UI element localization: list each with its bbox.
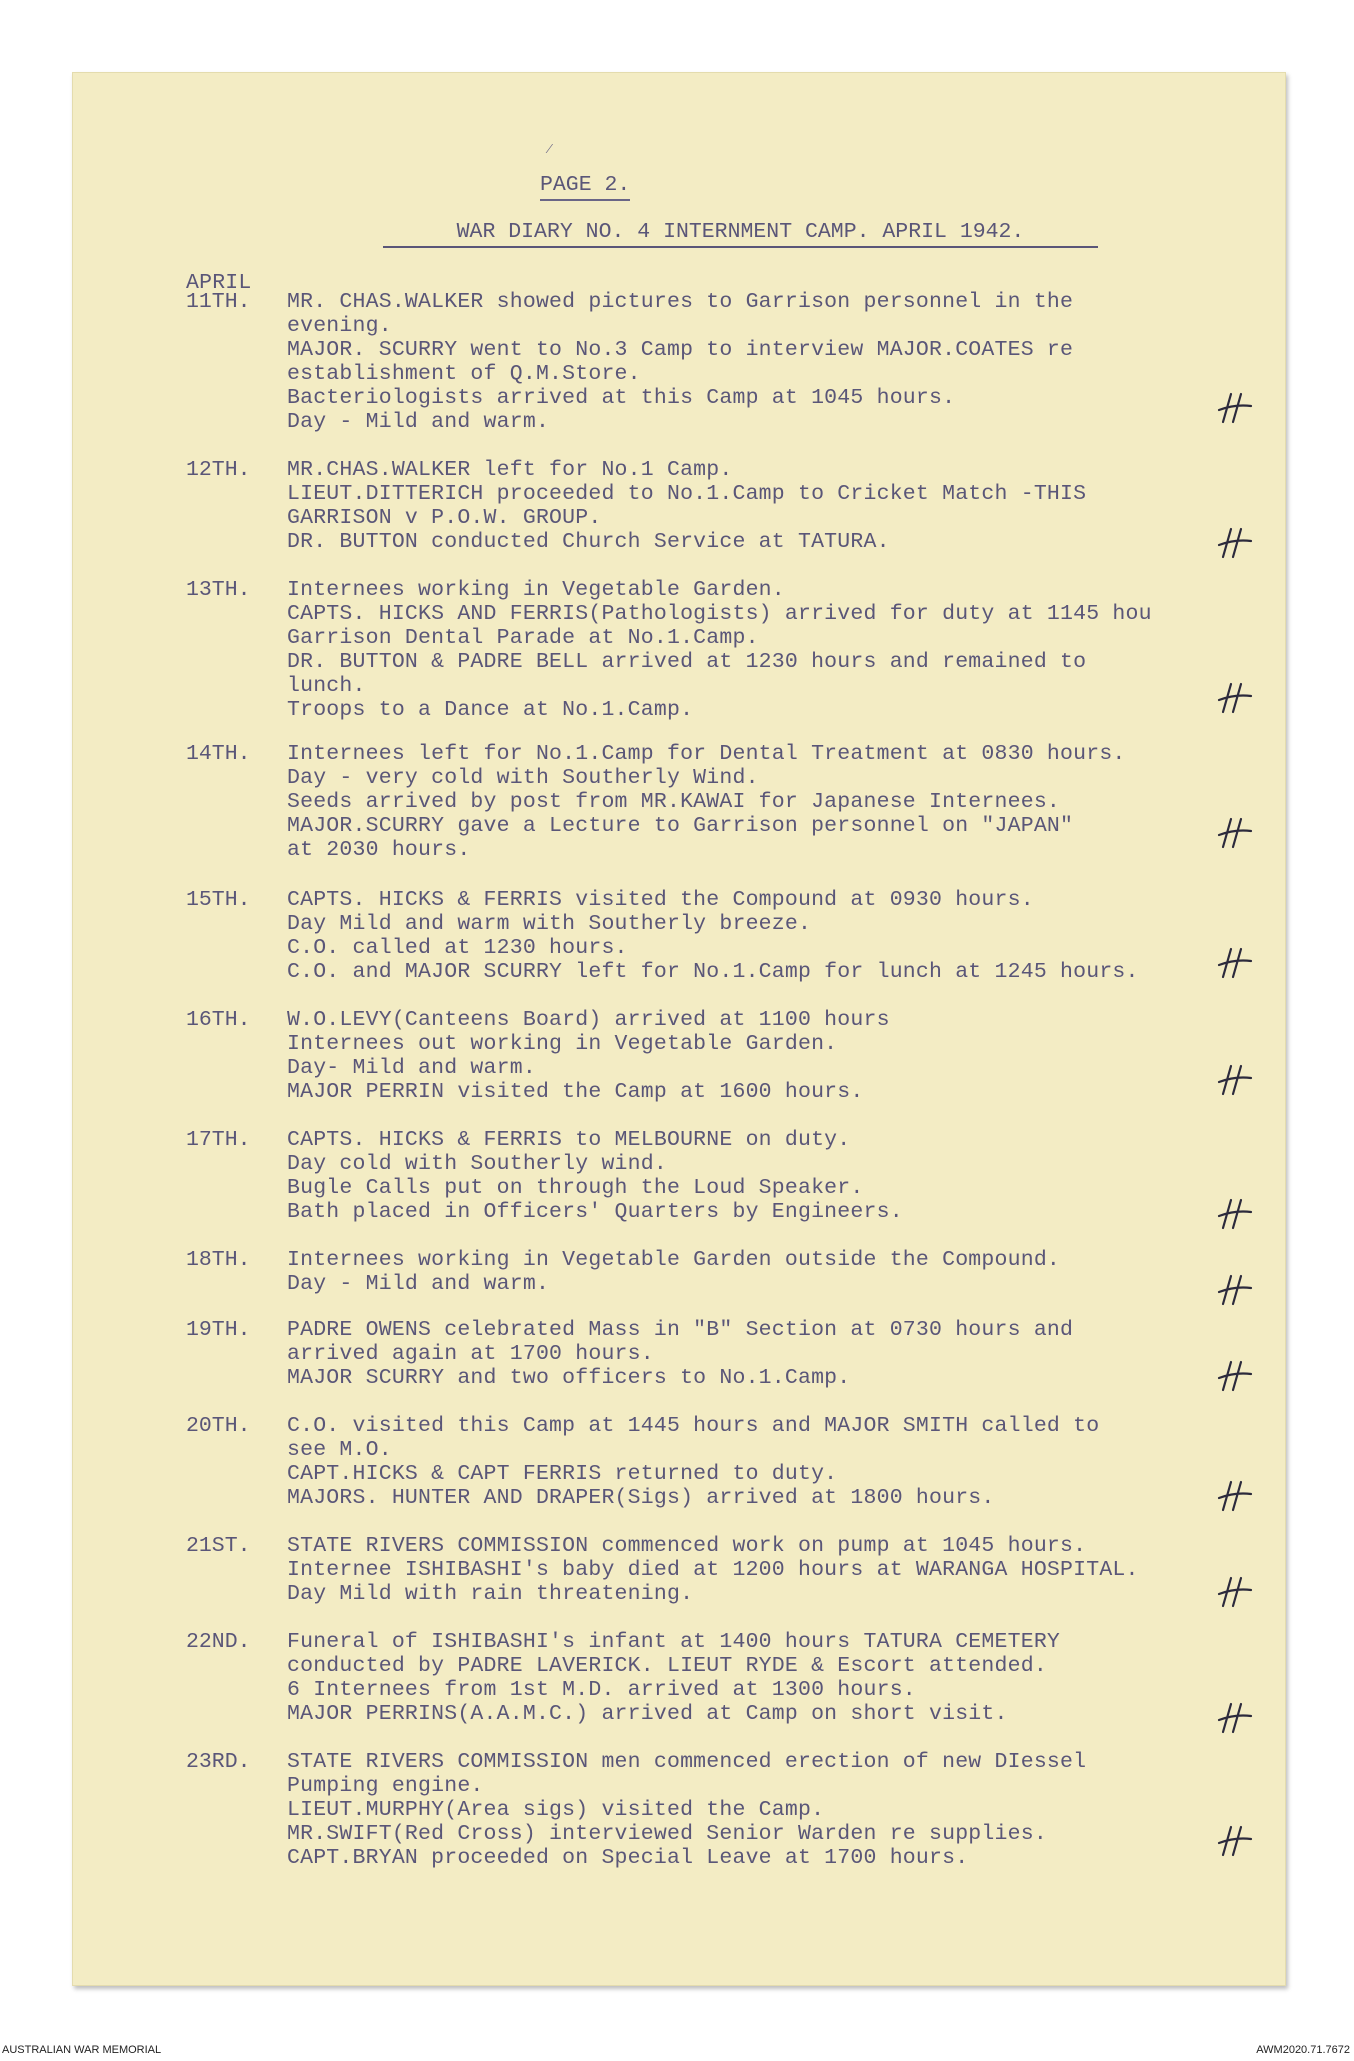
- initials-mark-icon: [1215, 1196, 1255, 1230]
- entry-line: Day - Mild and warm.: [287, 410, 550, 434]
- entry-line: MR. CHAS.WALKER showed pictures to Garrison personnel in the: [287, 290, 1074, 314]
- entry-line: DR. BUTTON & PADRE BELL arrived at 1230 hours and remained to: [287, 650, 1087, 674]
- entry-date: 20TH.: [186, 1414, 251, 1438]
- entry-line: STATE RIVERS COMMISSION commenced work on pump at 1045 hours.: [287, 1534, 1087, 1558]
- entry-text: [287, 1534, 1237, 1606]
- entry-line: MR.CHAS.WALKER left for No.1 Camp.: [287, 458, 733, 482]
- entry-text: [287, 1318, 1237, 1390]
- entry-line: STATE RIVERS COMMISSION men commenced erection of new DIessel: [287, 1750, 1087, 1774]
- entry-line: CAPT.HICKS & CAPT FERRIS returned to duty.: [287, 1462, 838, 1486]
- entry-date: 17TH.: [186, 1128, 251, 1152]
- entry-line: CAPTS. HICKS & FERRIS visited the Compound at 0930 hours.: [287, 888, 1034, 912]
- page-number: PAGE 2.: [540, 173, 630, 201]
- entry-line: see M.O.: [287, 1438, 392, 1462]
- entry-line: C.O. and MAJOR SCURRY left for No.1.Camp for lunch at 1245 hours.: [287, 960, 1139, 984]
- entry-text: [287, 1248, 1237, 1296]
- entry-line: MAJOR.SCURRY gave a Lecture to Garrison personnel on "JAPAN": [287, 814, 1074, 838]
- entry-text: [287, 1750, 1237, 1870]
- entry-line: 6 Internees from 1st M.D. arrived at 1300 hours.: [287, 1678, 916, 1702]
- entry-date: 11TH.: [186, 290, 251, 314]
- entry-text: [287, 290, 1237, 434]
- entry-line: Day- Mild and warm.: [287, 1056, 536, 1080]
- entry-text: [287, 1630, 1237, 1726]
- entry-line: LIEUT.MURPHY(Area sigs) visited the Camp.: [287, 1798, 825, 1822]
- initials-mark-icon: [1215, 1062, 1255, 1096]
- footer-accession: AWM2020.71.7672: [1256, 2044, 1350, 2056]
- entry-date: 16TH.: [186, 1008, 251, 1032]
- entry-line: Internees working in Vegetable Garden.: [287, 578, 785, 602]
- entry-line: MAJORS. HUNTER AND DRAPER(Sigs) arrived at 1800 hours.: [287, 1486, 995, 1510]
- entry-line: establishment of Q.M.Store.: [287, 362, 641, 386]
- entry-date: 15TH.: [186, 888, 251, 912]
- entry-date: 14TH.: [186, 742, 251, 766]
- entry-line: Day Mild and warm with Southerly breeze.: [287, 912, 812, 936]
- entry-line: Internees working in Vegetable Garden outside the Compound.: [287, 1248, 1061, 1272]
- entry-line: C.O. called at 1230 hours.: [287, 936, 628, 960]
- entry-line: LIEUT.DITTERICH proceeded to No.1.Camp to Cricket Match -THIS: [287, 482, 1087, 506]
- entry-line: Bugle Calls put on through the Loud Speaker.: [287, 1176, 864, 1200]
- entry-line: Day - Mild and warm.: [287, 1272, 550, 1296]
- entry-line: MAJOR SCURRY and two officers to No.1.Camp.: [287, 1366, 851, 1390]
- entry-line: W.O.LEVY(Canteens Board) arrived at 1100 hours: [287, 1008, 890, 1032]
- footer-institution: AUSTRALIAN WAR MEMORIAL: [2, 2044, 162, 2056]
- entry-line: DR. BUTTON conducted Church Service at TATURA.: [287, 530, 890, 554]
- month-label: APRIL: [186, 271, 252, 295]
- entry-date: 13TH.: [186, 578, 251, 602]
- diary-title: WAR DIARY NO. 4 INTERNMENT CAMP. APRIL 1942.: [383, 220, 1098, 248]
- entry-text: [287, 578, 1237, 722]
- entry-line: Internee ISHIBASHI's baby died at 1200 hours at WARANGA HOSPITAL.: [287, 1558, 1139, 1582]
- entry-text: [287, 458, 1237, 554]
- entry-date: 23RD.: [186, 1750, 251, 1774]
- entry-date: 22ND.: [186, 1630, 251, 1654]
- entry-text: [287, 888, 1237, 984]
- entry-line: MAJOR PERRINS(A.A.M.C.) arrived at Camp on short visit.: [287, 1702, 1008, 1726]
- entry-line: Day cold with Southerly wind.: [287, 1152, 667, 1176]
- entry-date: 19TH.: [186, 1318, 251, 1342]
- entry-line: lunch.: [287, 674, 366, 698]
- initials-mark-icon: [1215, 1574, 1255, 1608]
- initials-mark-icon: [1215, 1700, 1255, 1734]
- initials-mark-icon: [1215, 390, 1255, 424]
- entry-line: CAPTS. HICKS AND FERRIS(Pathologists) arrived for duty at 1145 hou: [287, 602, 1152, 626]
- entry-line: Bacteriologists arrived at this Camp at 1045 hours.: [287, 386, 956, 410]
- entry-line: MR.SWIFT(Red Cross) interviewed Senior Warden re supplies.: [287, 1822, 1047, 1846]
- entry-line: Bath placed in Officers' Quarters by Engineers.: [287, 1200, 903, 1224]
- entry-text: [287, 1414, 1237, 1510]
- entry-line: MAJOR. SCURRY went to No.3 Camp to interview MAJOR.COATES re: [287, 338, 1074, 362]
- entry-line: arrived again at 1700 hours.: [287, 1342, 654, 1366]
- entry-line: MAJOR PERRIN visited the Camp at 1600 hours.: [287, 1080, 864, 1104]
- entry-line: Troops to a Dance at No.1.Camp.: [287, 698, 694, 722]
- entry-line: CAPTS. HICKS & FERRIS to MELBOURNE on duty.: [287, 1128, 851, 1152]
- pencil-mark: ⁄: [545, 142, 554, 158]
- entry-line: Seeds arrived by post from MR.KAWAI for Japanese Internees.: [287, 790, 1061, 814]
- entry-line: conducted by PADRE LAVERICK. LIEUT RYDE & Escort attended.: [287, 1654, 1047, 1678]
- entry-line: Pumping engine.: [287, 1774, 484, 1798]
- entry-date: 12TH.: [186, 458, 251, 482]
- entry-text: [287, 742, 1237, 862]
- entry-line: Internees left for No.1.Camp for Dental Treatment at 0830 hours.: [287, 742, 1126, 766]
- entry-line: PADRE OWENS celebrated Mass in "B" Section at 0730 hours and: [287, 1318, 1074, 1342]
- entry-line: Day Mild with rain threatening.: [287, 1582, 694, 1606]
- entry-date: 18TH.: [186, 1248, 251, 1272]
- entry-line: CAPT.BRYAN proceeded on Special Leave at 1700 hours.: [287, 1846, 969, 1870]
- initials-mark-icon: [1215, 680, 1255, 714]
- initials-mark-icon: [1215, 1823, 1255, 1857]
- entry-line: evening.: [287, 314, 392, 338]
- initials-mark-icon: [1215, 815, 1255, 849]
- entry-text: [287, 1008, 1237, 1104]
- entry-line: at 2030 hours.: [287, 838, 471, 862]
- entry-line: Funeral of ISHIBASHI's infant at 1400 hours TATURA CEMETERY: [287, 1630, 1061, 1654]
- initials-mark-icon: [1215, 1358, 1255, 1392]
- initials-mark-icon: [1215, 1272, 1255, 1306]
- entry-date: 21ST.: [186, 1534, 251, 1558]
- entry-line: Internees out working in Vegetable Garden.: [287, 1032, 838, 1056]
- entry-line: GARRISON v P.O.W. GROUP.: [287, 506, 602, 530]
- entry-text: [287, 1128, 1237, 1224]
- entry-line: Garrison Dental Parade at No.1.Camp.: [287, 626, 759, 650]
- entry-line: Day - very cold with Southerly Wind.: [287, 766, 759, 790]
- initials-mark-icon: [1215, 945, 1255, 979]
- initials-mark-icon: [1215, 1478, 1255, 1512]
- entry-line: C.O. visited this Camp at 1445 hours and MAJOR SMITH called to: [287, 1414, 1100, 1438]
- initials-mark-icon: [1215, 525, 1255, 559]
